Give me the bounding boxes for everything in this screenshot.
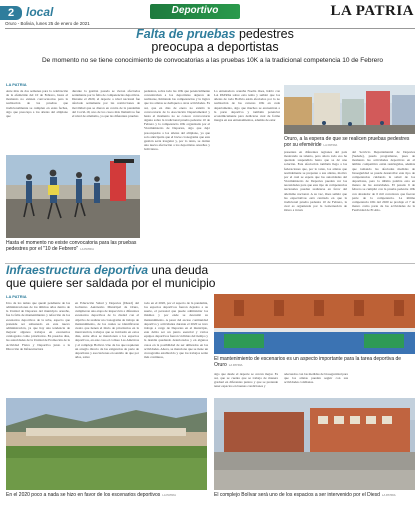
street-illustration	[284, 85, 415, 134]
article1-subhead: De momento no se tiene conocimiento de convocatorias a las pruebas 10K a la tradicional competencia 10 de Febrero	[41, 57, 384, 64]
article1-column-5: presentes en diferentes regiones del país mostrando su talento, pero ahora todo eso ha quedado suspendido hasta que se dé una solución. Esta afectación también llega a las federaciones que, por lo tanto, los atletas que normalmente se preparan a sus atletas, motivo por el cual se espera que las autoridades del Viceministerio de Deportes puedan ver las necesidades para que este tipo de competencias nacionales puedan realizarse en favor del atletismo nacional. A su vez, Oses señaló que las expectativas está centrada en que la tradicional prueba pedestre 10 de Febrero, la cual es organizada por la Gobernación de Oruro a través	[284, 150, 347, 213]
gym-photo	[214, 294, 415, 354]
city-street-caption: Oruro, a la espera de que se realicen pruebas pedestres por su efeméride LA PATRIA	[284, 136, 410, 148]
article2-column-1: Uno de los temas que quedó pendiente de las administraciones de los últimos años dentro de la Unidad de Deportes del municipio orureño, fue la falta de mantenimiento y refacción de los escenarios deportivos de la urbe, aspecto que pretende ser subsanado en este nuevo administración, ya que hay una tendencia de mejorar algunos trabajos en escenarios catalogados como prioritarios. En pasados días, las autoridades de la Unidad de Promoción de la Actividad Física y Deportiva junto a la Dirección de Infraestructura	[6, 301, 70, 351]
supplement-banner	[150, 4, 240, 19]
page-number: 2	[7, 7, 15, 19]
article2-column-2: en Educación Salud y Deportes (Diesd) del Gobierno Autónomo Municipal de Oruro, cumplieron una etapa de inspección a diferentes escenarios deportivos de la ciudad con el objetivo de realizar un cronograma de trabajo de mantenimiento, de los cuales se identificaron cuatro que tienen el título de prioritarios en la intervención, trabajos que se iniciarán en estos días, entre ellos se mencionan a los espacios deportivos, en este caso el coliseo Las Américas y el complejo Bolívar. Uno de los que requieren un arreglo directo de las exigencias de parte de deportistas y asociaciones en sentido de que por años, sobre	[75, 301, 139, 360]
bolivar-complex-photo	[214, 398, 415, 490]
city-street-photo	[284, 85, 415, 134]
headline2-rest: una deuda	[151, 263, 209, 277]
runners-photo-caption: Hasta el momento no existe convocatoria para las pruebas pedestres por el "10 de Febrero" LA PATRIA	[6, 240, 137, 252]
article1-column-1: Ante más de dos semanas para la celebración de la efeméride del 10 de Febrero, hasta el momento no existen convocatorias para la realización de las pruebas que tradicionalmente se cumplen en estas fechas, algo que preocupa a los atletas del altiplano que	[6, 89, 68, 118]
field-illustration	[6, 398, 207, 490]
bolivar-complex-caption: El complejo Bolívar será uno de los espacios a ser intervenido por el Diesd LA PATRIA	[214, 492, 396, 498]
dateline: Oruro - Bolivia, lunes 25 de enero de 2021	[5, 21, 90, 26]
article1-column-4: La entrenadora orureña Noelia Oses, habló con LA PATRIA sobre esta tema y señaló que los atletas de toda Bolivia están afectados por la no realización de las carreras 10K en cada departamento, algo que muchos se encuentran a la parte deportiva y también potenciar económicamente para dedicarse cual de forma íntegra en sus entrenamientos, además de estar	[214, 89, 280, 123]
headline-rest: pedestres	[238, 27, 294, 41]
headline-line2: preocupa a deportistas	[151, 40, 279, 54]
article2-column-5: adecuados con las medidas de bioseguridad para que los atletas puedan seguir con sus actividades cotidianas.	[284, 372, 348, 385]
page-number-badge	[0, 6, 22, 20]
article1-column-2: durante la gestión pasada se vieron afectados seriamente por la falta de competencias deportivas. Durante el 2020, el deporte a nivel nacional fue afectado seriamente por las restricciones de movilidad que se dieron en contra de la pandemia del Covid-19, uno de los casos más llamativos fue el nivel de atletismo, ya que las diferentes pruebas	[72, 89, 140, 118]
supplement-title: Deportivo	[171, 5, 219, 16]
complex-illustration	[214, 398, 415, 490]
headline-lead: Falta de pruebas	[136, 27, 236, 41]
article1-byline: LA PATRIA	[6, 82, 27, 87]
article2-column-4: algo que desde el deporte se cercan mejor. Es así, que se cuenta que se trabaja de manera gradual en diferentes puntos y que se pretende tener espacios en buenas condiciones y	[214, 372, 278, 389]
gym-illustration	[214, 294, 415, 354]
sports-field-caption: En el 2020 poco a nada se hizo en favor de los escenarios deportivos LA PATRIA	[6, 492, 177, 498]
article2-column-3: todo en el 2020, por el aspecto de la pandemia, los espacios deportivos fueron dejados a su suerte, el personal que puede administrar los mismos y por ende se descuidó su mantenimiento. A pesar del escaso continuidad deportiva y actividades durante el 2020 se tuvo trabajo a cargo de Deportes en el municipio, este debía ser un punto esencial y varios equipos deportivos fueron víctimas del tiempo y la desidia quedando deteriorados y en algunos casos en la posibilidad de ser utilizados en las actividades. Ahora, se menciona que se tiene un cronograma establecido y que los trabajos serán más continuos,	[144, 301, 208, 360]
headline2-line2: que quiere ser saldada por el municipio	[6, 276, 216, 290]
runners-photo	[6, 155, 140, 238]
article2-headline	[6, 264, 416, 290]
article1-headline	[30, 28, 400, 54]
section-label: local	[26, 5, 54, 19]
article2-byline: LA PATRIA	[6, 294, 27, 299]
article1-column-3: pedestres, sobre todo las 10K que potencialmente concentraban a los deportistas dejaron de realizarse, limitando las competencias y la lógica que los atletas se dediquen a otras actividades. Es así, que en días de enero no existió la convocatoria de la Asociación Departamental y hasta el momento no se conoce convocatoria alguna sobre la tradicional prueba pedestre 10 de Febrero y la competencia 10K organizada por el Viceministerio de Deportes, algo que dejó preocupados a los atletas del altiplano, ya que solo anticiparía que el breve cronograma que esta gestión sería irregular y, por lo tanto, se darían una nueva afectación a los deportistas orureños y bolivianos.	[144, 89, 210, 152]
runners-illustration	[6, 155, 140, 238]
gym-photo-caption: El mantenimiento de escenarios es un aspecto importante para la tarea deportiva de Oruro LA PATRIA	[214, 356, 402, 368]
newspaper-masthead: LA PATRIA	[330, 3, 414, 19]
sports-field-photo	[6, 398, 207, 490]
headline2-lead: Infraestructura deportiva	[6, 263, 149, 277]
article1-column-6: del Servicio Departamental de Deportes (Sedede), pueda programarse, pues de momento las actividades deportivas en el ámbito competitivo están restringidas, además que tomando las afectadas medidas de bioseguridad se puede desarrollar este tipo de competencias cuidando la salud de los deportistas, pero la última palabra esta en manos de las autoridades. El pasado 6 de febrero se cumplió con la prueba pedestre 10K con alrededor de 6 mil corredores que fueron parte de la competencia. La última competencia 10K del 2020 se produjo el 7 de marzo como parte de las actividades de la Festividad de El Alto.	[352, 150, 415, 213]
